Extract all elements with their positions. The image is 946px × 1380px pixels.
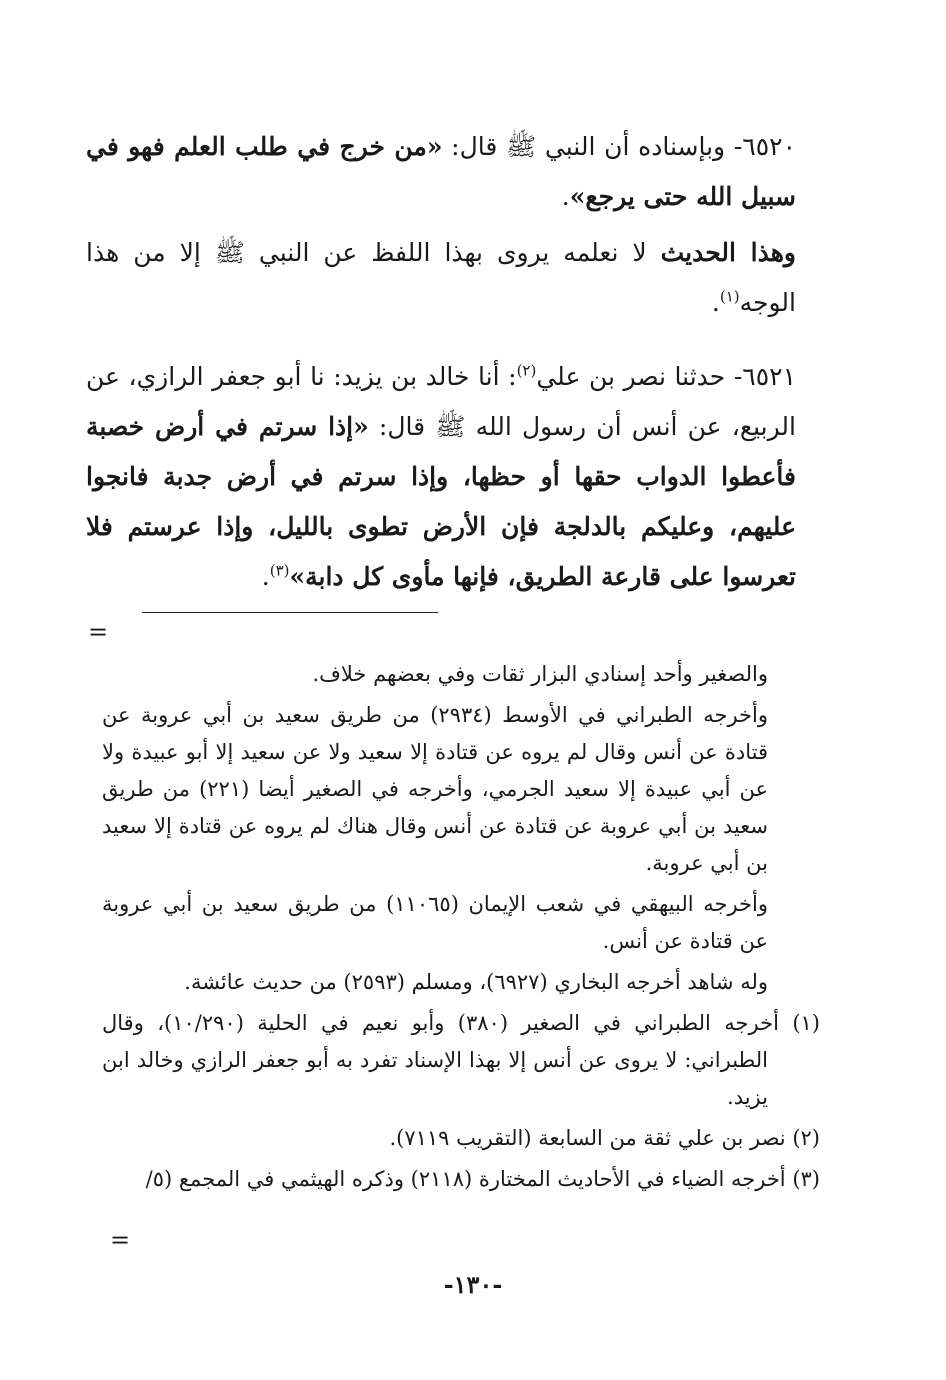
hadith-6520-quote: «من خرج في طلب العلم فهو في سبيل الله حتى يرجع» [86, 132, 796, 211]
footnote-2: (٢) نصر بن علي ثقة من السابعة (التقريب ٧١١٩). [389, 1126, 820, 1150]
footnote-continued-3: وأخرجه البيهقي في شعب الإيمان (١١٠٦٥) من طريق سعيد بن أبي عروبة عن قتادة عن أنس. [102, 892, 768, 953]
footnote-ref-2: (٢) [516, 361, 537, 380]
continuation-mark-top: = [88, 618, 109, 646]
footnote-continued-2: وأخرجه الطبراني في الأوسط (٢٩٣٤) من طريق سعيد بن أبي عروبة عن قتادة عن أنس وقال لم يروه عن قتادة إلا سعيد ولا عن سعيد إلا أبو عبيدة ولا عن أبي عبيدة إلا سعيد الجرمي، وأخرجه في الصغير أيضا (٢٢١) من طريق سعيد بن أبي عروبة عن قتادة عن أنس وقال هناك لم يروه عن قتادة إلا سعيد بن أبي عروبة. [102, 703, 769, 875]
hadith-6521-quote: «إذا سرتم في أرض خصبة فأعطوا الدواب حقها أو حظها، وإذا سرتم في أرض جدبة فانجوا عليهم، وعليكم بالدلجة فإن الأرض تطوى بالليل، وإذا عرستم فلا تعرسوا على قارعة الطريق، فإنها مأوى كل دابة» [86, 412, 796, 591]
footnote-continued-4: وله شاهد أخرجه البخاري (٦٩٢٧)، ومسلم (٢٥٩٣) من حديث عائشة. [184, 970, 768, 994]
comment-lead: وهذا الحديث [660, 238, 796, 267]
footnote-3: (٣) أخرجه الضياء في الأحاديث المختارة (٢١١٨) وذكره الهيثمي في المجمع (٥/ [145, 1167, 820, 1191]
footnote-ref-1: (١) [719, 287, 740, 306]
main-text [86, 122, 796, 602]
hadith-6520-intro: ٦٥٢٠- وبإسناده أن النبي ﷺ قال: [442, 132, 796, 161]
hadith-6521-intro: ٦٥٢١- حدثنا نصر بن علي [536, 362, 796, 391]
footnote-ref-3: (٣) [269, 561, 290, 580]
page-number: -١٣٠- [443, 1270, 503, 1299]
hadith-6521-chain: : أنا خالد بن يزيد: نا أبو جعفر الرازي، عن الربيع، عن أنس أن رسول الله ﷺ قال: [86, 362, 796, 441]
hadith-6520-comment: وهذا الحديث لا نعلمه يروى بهذا اللفظ عن النبي ﷺ إلا من هذا الوجه$^{(١)}$. [86, 238, 796, 317]
footnote-1: (١) أخرجه الطبراني في الصغير (٣٨٠) وأبو نعيم في الحلية (١٠/٢٩٠)، وقال الطبراني: لا يروى عن أنس إلا بهذا الإسناد تفرد به أبو جعفر الرازي وخالد ابن يزيد. [102, 1011, 820, 1109]
footnote-continued-1: والصغير وأحد إسنادي البزار ثقات وفي بعضهم خلاف. [312, 662, 768, 686]
hadith-6520: ٦٥٢٠- وبإسناده أن النبي ﷺ قال: «من خرج في طلب العلم فهو في سبيل الله حتى يرجع». [86, 132, 796, 211]
footnote-separator [142, 612, 438, 613]
hadith-6521: ٦٥٢١- حدثنا نصر بن علي$^{(٢)}$: أنا خالد بن يزيد: نا أبو جعفر الرازي، عن الربيع، عن أنس أن رسول الله ﷺ قال: «إذا سرتم في أرض خصبة فأعطوا الدواب حقها أو حظها، وإذا سرتم في أرض جدبة فانجوا عليهم، وعليكم بالدلجة فإن الأرض تطوى بالليل، وإذا عرستم فلا تعرسوا على قارعة الطريق، فإنها مأوى كل دابة»$^{(٣)}$. [86, 361, 796, 591]
footnotes [102, 656, 820, 1198]
comment-text: لا نعلمه يروى بهذا اللفظ عن النبي ﷺ إلا من هذا الوجه [86, 238, 796, 317]
continuation-mark-bottom: = [110, 1226, 131, 1254]
